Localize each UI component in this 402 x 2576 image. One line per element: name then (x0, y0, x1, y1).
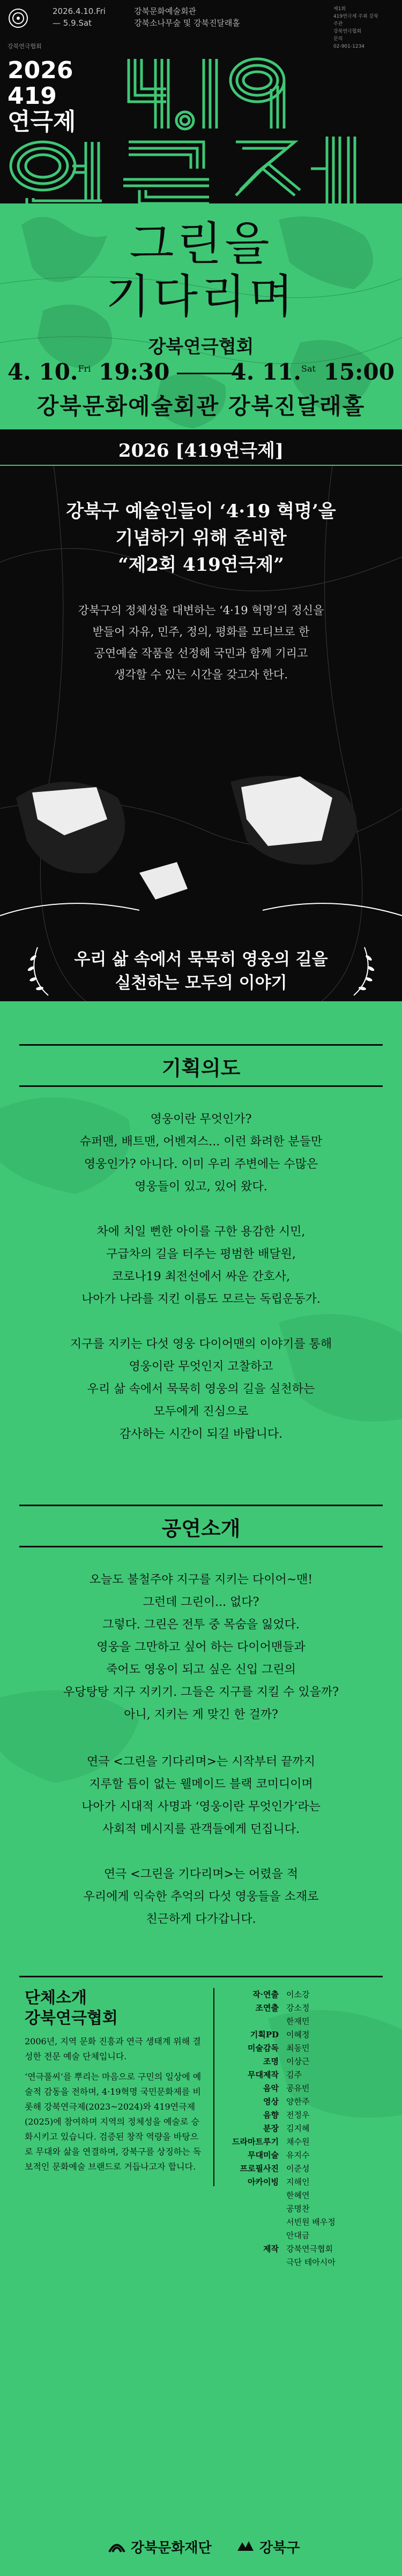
text-line: 코로나19 최전선에서 싸운 간호사, (111, 1270, 291, 1283)
body-line: 강북구의 정체성을 대변하는 ‘4·19 혁명’의 정신을 (78, 604, 324, 617)
date-end: — 5.9.Sat (53, 18, 92, 28)
year: 2026 (8, 57, 73, 84)
text-line: 구급차의 길을 터주는 평범한 배달원, (106, 1248, 296, 1261)
text-line: 지구를 지키는 다섯 영웅 다이어맨의 이야기를 통해 (70, 1338, 332, 1351)
divider (19, 1044, 383, 1046)
text-line: 나아가 나라를 지킨 이름도 모르는 독립운동가. (81, 1293, 321, 1306)
staff-row (227, 2256, 377, 2269)
text-line: 죽어도 영웅이 되고 싶은 신입 그린의 (106, 1663, 296, 1676)
gangbuk-foundation-logo (107, 2536, 212, 2557)
festival-bar (0, 428, 402, 466)
title-mark-text: 4.19 연극제 (201, 40, 248, 50)
staff-row (227, 2082, 377, 2095)
planning-paragraph-3 (32, 1333, 370, 1446)
text-line: 감사하는 시간이 되길 바랍니다. (119, 1427, 283, 1441)
staff-name: 채수원 (286, 2137, 310, 2147)
staff-row (227, 2189, 377, 2202)
staff-row (227, 2216, 377, 2229)
staff-name: 강소정 (286, 2003, 310, 2013)
staff-row (227, 1988, 377, 2001)
staff-role: 작·연출 (252, 1990, 279, 1999)
poster-schedule (0, 359, 402, 391)
staff-name: 지해인 (286, 2177, 310, 2187)
staff-name: 강북연극협회 (286, 2244, 333, 2254)
group-intro (25, 1988, 202, 2174)
header-meta (333, 5, 392, 50)
poster-subtitle-line2: 기다리며 (105, 270, 297, 323)
text-line: 모두에게 진심으로 (153, 1405, 249, 1418)
staff-role: 아카이빙 (248, 2177, 279, 2187)
text-line: 지루할 틈이 없는 웰메이드 블랙 코미디이며 (89, 1778, 313, 1791)
text-line: 차에 치일 뻔한 아이를 구한 용감한 시민, (96, 1225, 306, 1238)
divider (19, 1085, 383, 1087)
intro-body (0, 600, 402, 685)
text-line: 사회적 메시지를 관객들에게 던집니다. (102, 1823, 300, 1836)
staff-name: 전정우 (286, 2110, 310, 2120)
staff-name: 유지수 (286, 2150, 310, 2160)
text-line: 슈퍼맨, 배트맨, 어벤져스... 이런 화려한 분들만 (79, 1135, 323, 1149)
staff-row (227, 2042, 377, 2055)
staff-name: 이소강 (286, 1990, 310, 1999)
meta-line: 강북연극협회 (333, 29, 362, 34)
staff-name: 양한주 (286, 2097, 310, 2106)
staff-name: 공유빈 (286, 2083, 310, 2093)
group-intro-title: 단체소개 (25, 1989, 87, 2007)
planning-title: 기획의도 (161, 1056, 241, 1080)
poster-org: 강북연극협회 (148, 336, 254, 358)
time2: 15:00 (323, 359, 394, 385)
day1: Fri (78, 364, 91, 374)
poster (0, 0, 402, 439)
performance-header (19, 1505, 383, 1547)
festival-logo-icon (8, 7, 29, 29)
staff-row (227, 2175, 377, 2189)
text-line: 오늘도 불철주야 지구를 지키는 다이어~맨! (89, 1573, 313, 1587)
staff-row (227, 2095, 377, 2109)
gu-mark-icon (236, 2537, 255, 2556)
schedule-day2 (230, 359, 394, 385)
staff-row (227, 2202, 377, 2216)
date2: 4. 11. (230, 359, 302, 385)
divider (19, 1505, 383, 1506)
text-line: 그런데 그린이... 없다? (143, 1596, 259, 1609)
staff-row (227, 2068, 377, 2082)
logo-a-text: 강북문화재단 (131, 2540, 212, 2556)
staff-role: 조명 (263, 2057, 279, 2066)
meta-line: 문의 (333, 36, 343, 42)
text-line: 아니, 지키는 게 맞긴 한 걸까? (124, 1708, 278, 1721)
text-line: 나아가 시대적 사명과 ‘영웅이란 무엇인가’라는 (81, 1800, 321, 1814)
staff-role: 조연출 (255, 2003, 279, 2013)
staff-row (227, 2055, 377, 2068)
staff-row (227, 2122, 377, 2135)
time1: 19:30 (99, 359, 170, 385)
staff-row (227, 2015, 377, 2028)
text-line: 영웅이란 무엇인지 고찰하고 (129, 1360, 273, 1373)
staff-row (227, 2162, 377, 2175)
staff-name: 김주 (286, 2070, 302, 2080)
staff-role: 무대제작 (248, 2070, 279, 2080)
staff-row (227, 2149, 377, 2162)
group-intro-paragraph: ‘연극풀씨’를 뿌리는 마음으로 구민의 일상에 예술적 감동을 전하며, 4·19혁명 국민문화제를 비롯해 강북연극제(2023~2024)와 419연극제(2025)에 참여하며 지역의 정체성을 예술로 승화시키고 있습니다. 검증된 창작 역량을 바탕으로 무대와 삶을 연결하며, 강북구를 상징하는 독보적인 문화예술 브랜드로 거듭나고자 합니다. (25, 2072, 202, 2172)
staff-role (227, 2216, 286, 2229)
text-line: 연극 <그린을 기다리며>는 어렸을 적 (103, 1868, 299, 1881)
intro-headline (0, 498, 402, 578)
staff-list (227, 1988, 377, 2269)
performance-paragraph-3 (32, 1863, 370, 1931)
festival-bar-title: 2026 [419연극제] (118, 440, 284, 462)
gangbuk-gu-logo (236, 2536, 300, 2557)
staff-role (227, 2189, 286, 2202)
staff-role: 음악 (263, 2083, 279, 2093)
group-name: 강북연극협회 (25, 2009, 118, 2028)
foundation-mark-icon (107, 2537, 126, 2556)
header-venues (134, 5, 240, 29)
staff-row (227, 2028, 377, 2042)
staff-role: 분장 (263, 2124, 279, 2133)
staff-name: 이상근 (286, 2057, 310, 2066)
text-line: 영웅인가? 아니다. 이미 우리 주변에는 수많은 (84, 1158, 318, 1171)
staff-role: 무대미술 (248, 2150, 279, 2160)
meta-line: 02-901-1234 (333, 44, 365, 49)
staff-role: 영상 (263, 2097, 279, 2106)
festival-number: 419 (8, 82, 57, 110)
staff-name: 공명찬 (286, 2204, 310, 2214)
intro-section (0, 466, 402, 1001)
header-dates (53, 5, 106, 29)
performance-paragraph-1 (32, 1569, 370, 1726)
staff-role: 기획PD (250, 2030, 279, 2039)
poster-subtitle-line1: 그린을 (129, 217, 273, 271)
footer-logos (0, 2533, 402, 2559)
text-line: 연극 <그린을 기다리며>는 시작부터 끝까지 (86, 1755, 316, 1769)
staff-row (227, 2001, 377, 2015)
festival-word: 연극제 (8, 108, 76, 135)
staff-name: 김지혜 (286, 2124, 310, 2133)
divider (19, 1546, 383, 1547)
text-line: 우리 삶 속에서 묵묵히 영웅의 길을 실천하는 (87, 1383, 315, 1396)
tagline-line: 우리 삶 속에서 묵묵히 영웅의 길을 (74, 950, 328, 969)
staff-name: 극단 테아시아 (286, 2257, 336, 2267)
staff-name: 한재민 (286, 2016, 310, 2026)
credits-divider (213, 1988, 214, 2186)
staff-row (227, 2135, 377, 2149)
content-section (0, 1001, 402, 2576)
staff-name: 이준성 (286, 2164, 310, 2173)
staff-role (227, 2229, 286, 2242)
meta-line: 제1회 (333, 6, 346, 12)
planning-paragraph-2 (32, 1221, 370, 1311)
text-line: 우당탕탕 지구 지키기. 그들은 지구를 지킬 수 있을까? (63, 1686, 339, 1699)
staff-name: 한혜연 (286, 2190, 310, 2200)
text-line: 친근하게 다가갑니다. (146, 1913, 256, 1926)
planning-header (19, 1044, 383, 1087)
staff-row (227, 2109, 377, 2122)
headline-line: 기념하기 위해 준비한 (115, 527, 287, 549)
divider (0, 428, 402, 429)
group-intro-paragraph: 2006년, 지역 문화 진흥과 연극 생태계 위해 결성한 전문 예술 단체입니다. (25, 2036, 201, 2061)
venue-2: 강북소나무숲 및 강북진달래홀 (134, 18, 240, 28)
credits (19, 1976, 383, 2267)
body-line: 생각할 수 있는 시간을 갖고자 한다. (114, 668, 288, 681)
body-line: 받들어 자유, 민주, 정의, 평화를 모티브로 한 (92, 625, 310, 638)
staff-name: 서빈원 배우정 (286, 2217, 336, 2227)
staff-name: 최동민 (286, 2043, 310, 2053)
meta-line: 주관 (333, 21, 343, 27)
performance-paragraph-2 (32, 1751, 370, 1841)
staff-name: 안대금 (286, 2231, 310, 2240)
venue-1: 강북문화예술회관 (134, 6, 196, 16)
text-line: 영웅들이 있고, 있어 왔다. (135, 1180, 267, 1193)
series-label: 강북연극협회 (8, 43, 42, 50)
date-start: 2026.4.10.Fri (53, 6, 106, 16)
meta-line: 419연극제 주최 강북 (333, 14, 378, 19)
staff-role (227, 2015, 286, 2028)
laurel-right-icon (348, 945, 381, 998)
tagline-line: 실천하는 모두의 이야기 (115, 973, 287, 993)
date1: 4. 10. (8, 359, 78, 385)
headline-line: “제2회 419연극제” (118, 554, 284, 576)
intro-tagline (0, 948, 402, 995)
schedule-day1 (8, 359, 169, 385)
staff-name: 이혜정 (286, 2030, 310, 2039)
logo-b-text: 강북구 (259, 2540, 300, 2556)
text-line: 영웅을 그만하고 싶어 하는 다이어맨들과 (96, 1641, 306, 1654)
text-line: 우리에게 익숙한 추억의 다섯 영웅들을 소재로 (83, 1890, 319, 1903)
day2: Sat (301, 364, 316, 374)
staff-role: 미술감독 (248, 2043, 279, 2053)
staff-row (227, 2229, 377, 2242)
text-line: 그렇다. 그린은 전투 중 목숨을 잃었다. (102, 1618, 300, 1631)
poster-venue: 강북문화예술회관 강북진달래홀 (36, 393, 366, 419)
body-line: 공연예술 작품을 선정해 국민과 함께 기리고 (94, 647, 308, 660)
staff-role: 음향 (263, 2110, 279, 2120)
headline-line: 강북구 예술인들이 ‘4·19 혁명’을 (66, 501, 336, 522)
staff-role: 드라마트루기 (232, 2137, 279, 2147)
text-line: 영웅이란 무엇인가? (150, 1113, 252, 1126)
staff-row (227, 2242, 377, 2256)
staff-role (227, 2202, 286, 2216)
staff-role: 프로필사진 (240, 2164, 279, 2173)
planning-paragraph-1 (32, 1108, 370, 1198)
staff-role (227, 2256, 286, 2269)
staff-role: 제작 (263, 2244, 279, 2254)
performance-title: 공연소개 (161, 1516, 241, 1540)
